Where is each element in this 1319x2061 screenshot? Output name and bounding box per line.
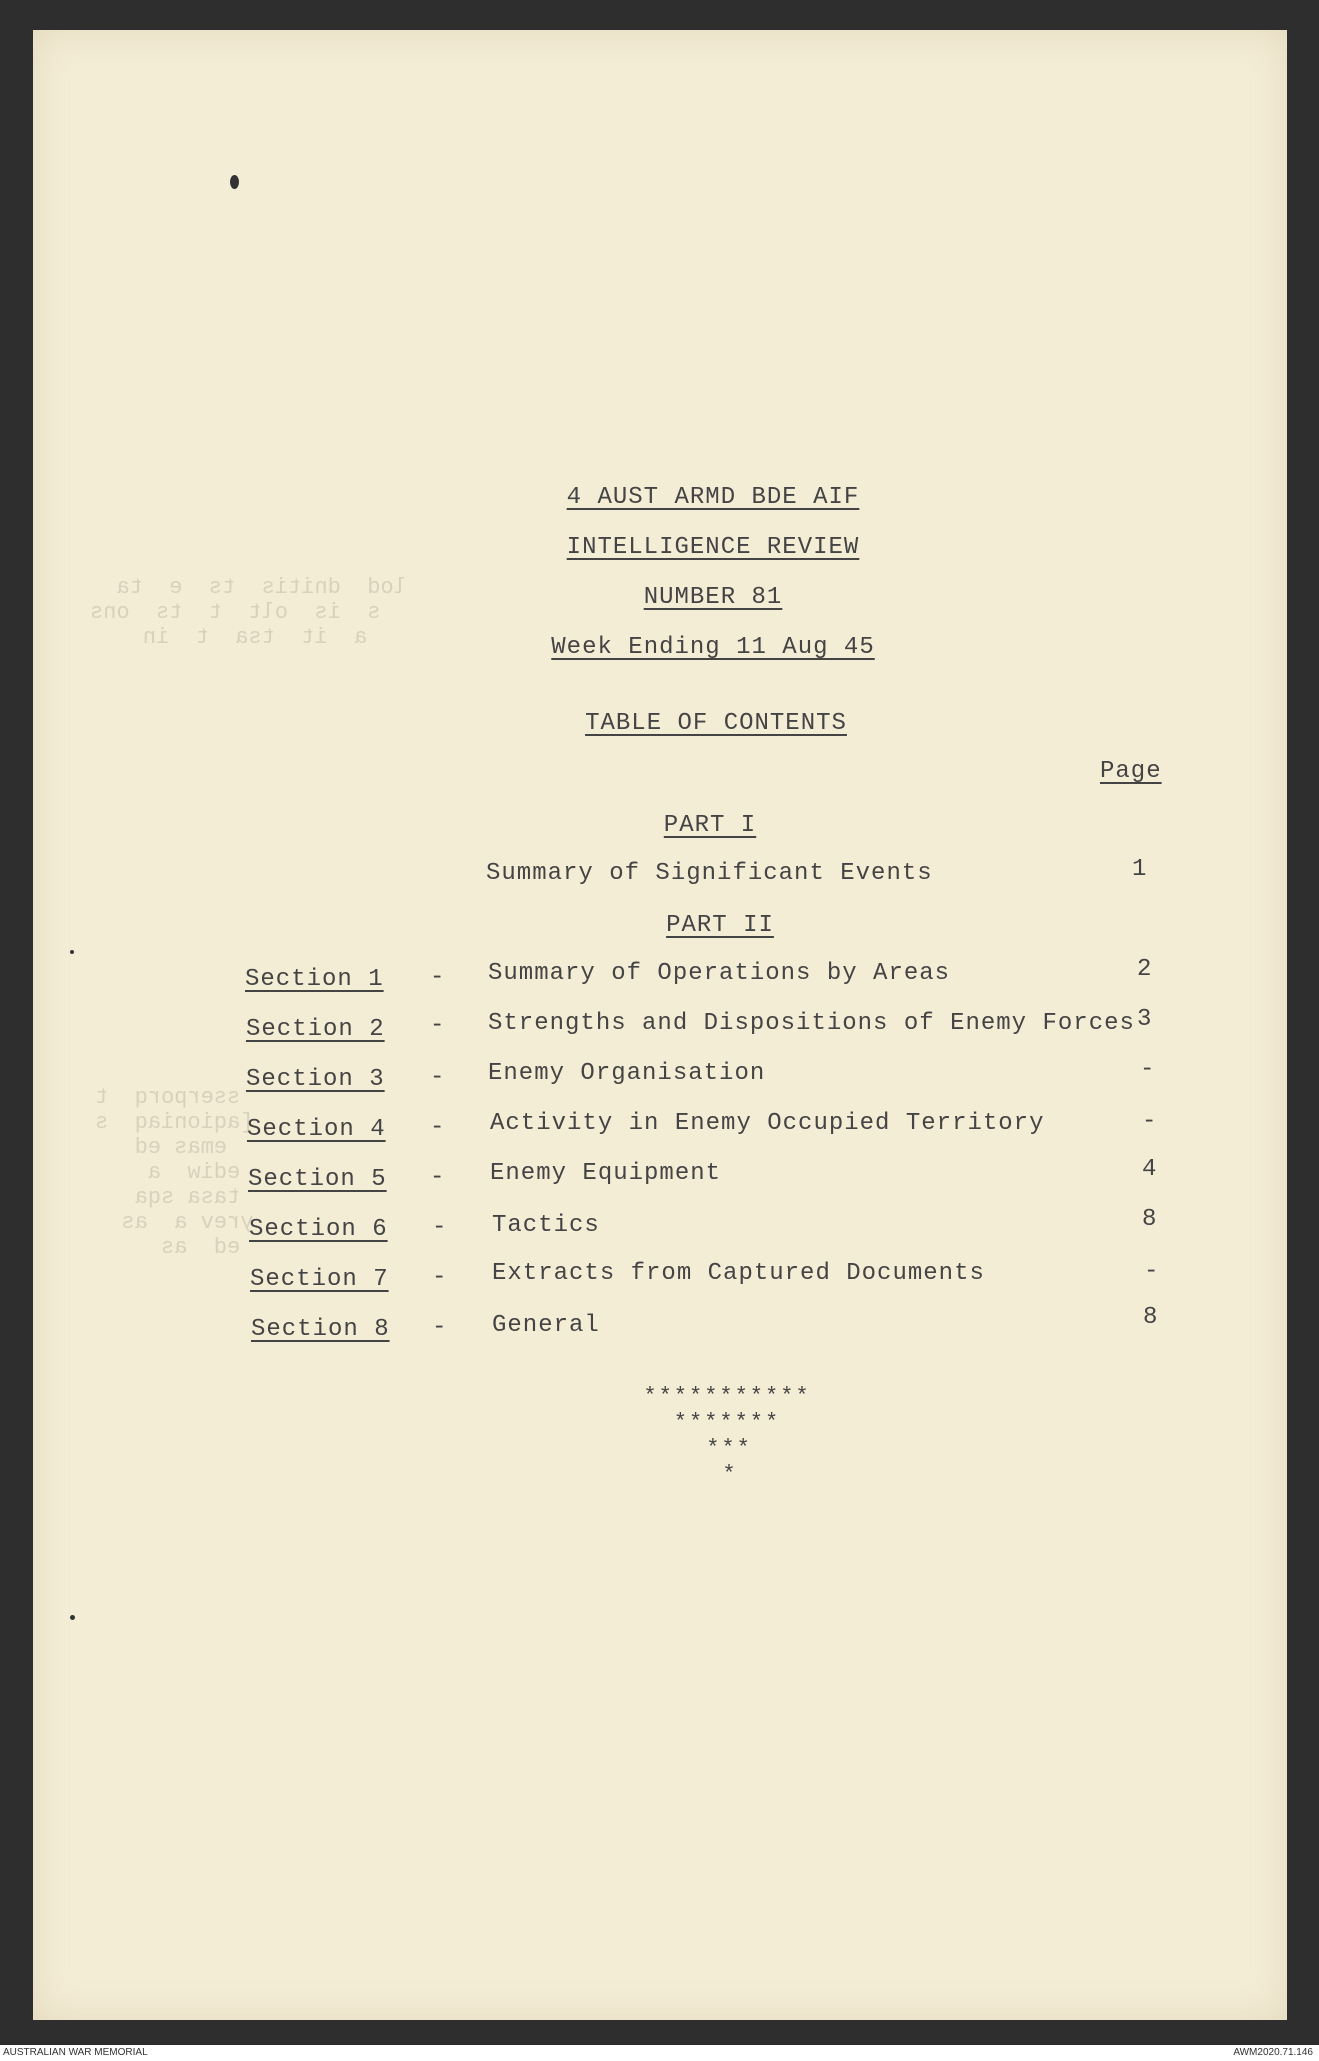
punch-mark [70,950,74,954]
archive-reference: AWM2020.71.146 [1233,2047,1313,2058]
closing-stars-row: *** [706,1436,752,1461]
bleed-through-text-lower: sserporq t [aqioniaq s emas ed ediw a tasa sqa yrev a as ed as [95,1085,254,1260]
section-page: 2 [1137,956,1153,983]
page-column-heading: Page [1100,758,1162,785]
section-page: - [1140,1056,1156,1083]
section-title: Activity in Enemy Occupied Territory [490,1110,1045,1137]
section-label: Section 8 [251,1316,390,1343]
section-title: Extracts from Captured Documents [492,1260,985,1287]
section-dash: - [430,964,446,991]
archive-name: AUSTRALIAN WAR MEMORIAL [3,2047,148,2058]
section-dash: - [430,1012,446,1039]
section-page: 8 [1143,1304,1159,1331]
closing-stars-row: *********** [643,1384,811,1409]
section-page: - [1144,1258,1160,1285]
punch-mark [70,1615,75,1620]
issue-number: NUMBER 81 [643,584,783,611]
section-title: Summary of Operations by Areas [488,960,951,987]
part-one-heading: PART I [663,812,757,839]
closing-stars-row: ******* [673,1410,781,1435]
section-title: Tactics [492,1212,600,1239]
section-page: - [1142,1108,1158,1135]
section-page: 4 [1142,1156,1158,1183]
bleed-through-text: lod dnitis ts e ta s is olt t ts ons a it tsa t in [90,575,407,650]
section-title: Enemy Equipment [490,1160,722,1187]
unit-title: 4 AUST ARMD BDE AIF [566,484,860,511]
part-two-heading: PART II [666,912,774,939]
section-label: Section 1 [245,966,384,993]
section-title: General [492,1312,600,1339]
section-dash: - [430,1114,446,1141]
section-dash: - [432,1264,448,1291]
section-dash: - [430,1164,446,1191]
toc-title: TABLE OF CONTENTS [585,710,847,737]
part-one-entry-title: Summary of Significant Events [486,860,933,887]
section-dash: - [430,1064,446,1091]
section-dash: - [432,1214,448,1241]
archive-footer [0,2045,1319,2061]
closing-stars-row: * [722,1462,738,1487]
section-label: Section 6 [249,1216,388,1243]
section-label: Section 4 [247,1116,386,1143]
section-title: Strengths and Dispositions of Enemy Forces [488,1010,1135,1037]
section-dash: - [432,1314,448,1341]
document-title: INTELLIGENCE REVIEW [566,534,860,561]
section-page: 3 [1137,1006,1153,1033]
ink-mark [230,175,239,189]
section-title: Enemy Organisation [488,1060,766,1087]
section-label: Section 3 [246,1066,385,1093]
section-label: Section 2 [246,1016,385,1043]
section-label: Section 5 [248,1166,387,1193]
section-page: 8 [1142,1206,1158,1233]
section-label: Section 7 [250,1266,389,1293]
week-ending: Week Ending 11 Aug 45 [551,634,875,661]
part-one-entry-page: 1 [1132,856,1148,883]
